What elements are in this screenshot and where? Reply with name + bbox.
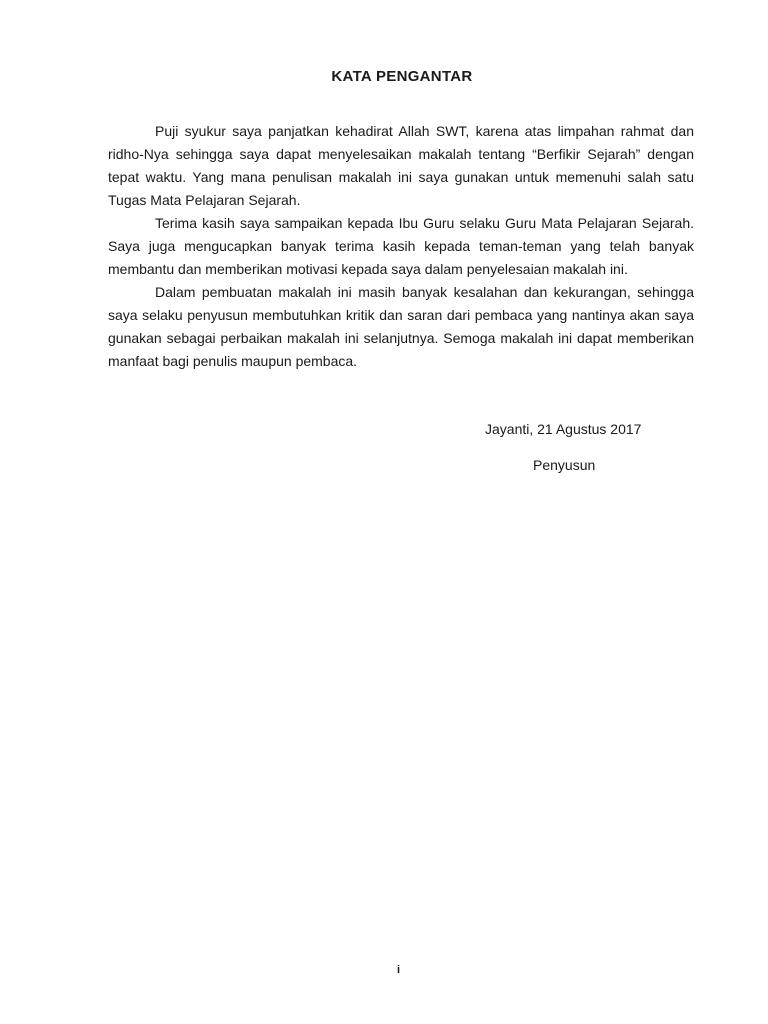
body-text: [108, 120, 694, 373]
paragraph-3: Dalam pembuatan makalah ini masih banyak kesalahan dan kekurangan, sehingga saya selaku penyusun membutuhkan kritik dan saran dari pembaca yang nantinya akan saya gunakan sebagai perbaikan makalah ini selanjutnya. Semoga makalah ini dapat memberikan manfaat bagi penulis maupun pembaca.: [108, 284, 694, 369]
paragraph-2: Terima kasih saya sampaikan kepada Ibu Guru selaku Guru Mata Pelajaran Sejarah. Saya juga mengucapkan banyak terima kasih kepada teman-teman yang telah banyak membantu dan memberikan motivasi kepada saya dalam penyelesaian makalah ini.: [108, 215, 694, 277]
paragraph-1: Puji syukur saya panjatkan kehadirat Allah SWT, karena atas limpahan rahmat dan ridho-Nya sehingga saya dapat menyelesaikan makalah tentang “Berfikir Sejarah” dengan tepat waktu. Yang mana penulisan makalah ini saya gunakan untuk memenuhi salah satu Tugas Mata Pelajaran Sejarah.: [108, 123, 694, 208]
page-number: i: [397, 964, 401, 976]
place-date: Jayanti, 21 Agustus 2017: [485, 421, 642, 437]
author-signature-label: Penyusun: [533, 457, 596, 473]
page-title: KATA PENGANTAR: [331, 68, 473, 85]
